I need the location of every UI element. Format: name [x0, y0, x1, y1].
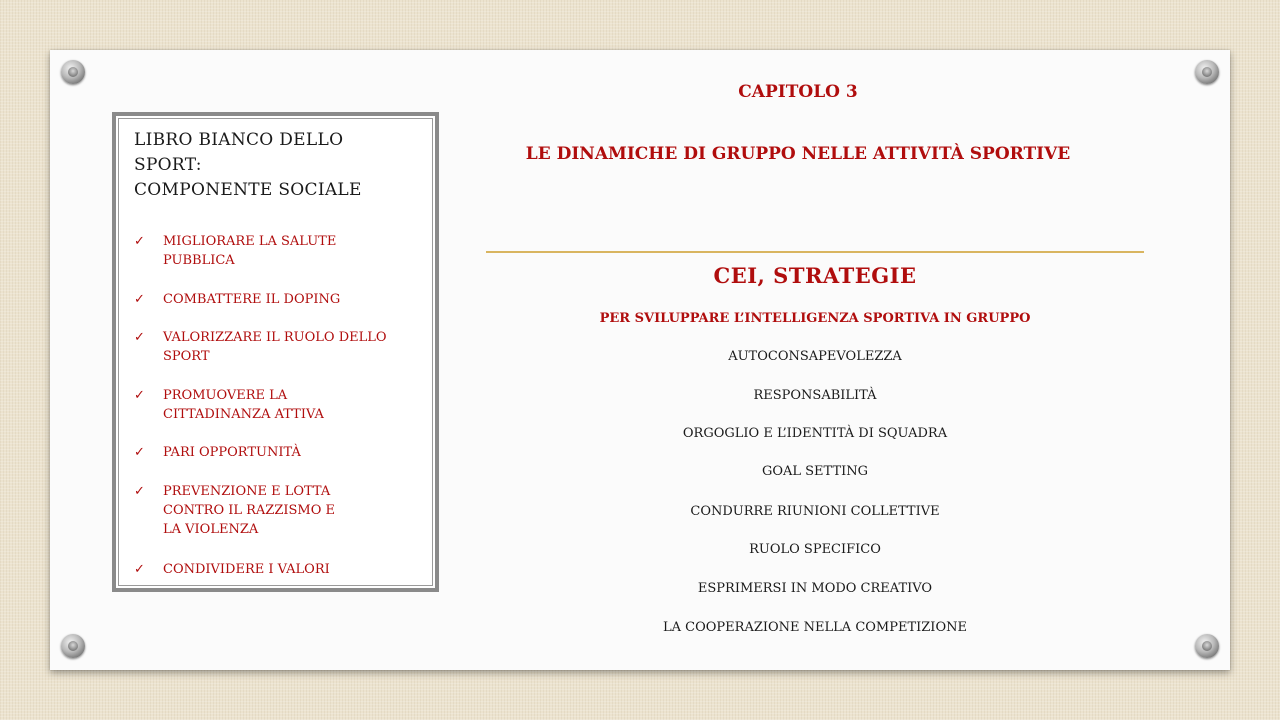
- checkmark-icon: ✓: [134, 292, 145, 307]
- list-item-line: MIGLIORARE LA SALUTE: [163, 234, 337, 249]
- screw-bottom-right-icon: [1195, 634, 1219, 658]
- strategy-item: AUTOCONSAPEVOLEZZA: [728, 349, 902, 364]
- title-line: COMPONENTE SOCIALE: [134, 180, 362, 200]
- checkmark-icon: ✓: [134, 562, 145, 577]
- chapter-title: CAPITOLO 3: [738, 82, 858, 102]
- checkmark-icon: ✓: [134, 388, 145, 403]
- checkmark-icon: ✓: [134, 484, 145, 499]
- list-item-line: PROMUOVERE LA: [163, 388, 288, 403]
- screw-top-right-icon: [1195, 60, 1219, 84]
- strategy-item: ESPRIMERSI IN MODO CREATIVO: [697, 581, 933, 596]
- list-item-line: CONTRO IL RAZZISMO E: [163, 503, 336, 518]
- title-line: SPORT:: [134, 155, 202, 175]
- list-item-line: CITTADINANZA ATTIVA: [163, 407, 324, 422]
- strategy-item: LA COOPERAZIONE NELLA COMPETIZIONE: [663, 620, 967, 635]
- list-item-line: LA VIOLENZA: [163, 522, 259, 537]
- gold-divider: [486, 251, 1144, 253]
- screw-top-left-icon: [61, 60, 85, 84]
- strategy-item: GOAL SETTING: [761, 464, 869, 479]
- list-item-line: PUBBLICA: [163, 253, 235, 268]
- list-item-line: PARI OPPORTUNITÀ: [163, 445, 301, 460]
- checkmark-icon: ✓: [134, 234, 145, 249]
- screw-bottom-left-icon: [61, 634, 85, 658]
- libro-bianco-title: [134, 128, 414, 203]
- list-item-line: VALORIZZARE IL RUOLO DELLO: [163, 330, 387, 345]
- libro-bianco-box: [112, 112, 439, 592]
- strategy-item: CONDURRE RIUNIONI COLLETTIVE: [690, 504, 940, 519]
- title-line: LIBRO BIANCO DELLO: [134, 130, 344, 150]
- strategies-title: CEI, STRATEGIE: [713, 263, 917, 288]
- chapter-subtitle: LE DINAMICHE DI GRUPPO NELLE ATTIVITÀ SPORTIVE: [525, 144, 1071, 164]
- list-item-line: SPORT: [163, 349, 210, 364]
- list-item-line: COMBATTERE IL DOPING: [163, 292, 341, 307]
- strategy-item: RUOLO SPECIFICO: [749, 542, 881, 557]
- checkmark-icon: ✓: [134, 445, 145, 460]
- checkmark-icon: ✓: [134, 330, 145, 345]
- list-item-line: PREVENZIONE E LOTTA: [163, 484, 331, 499]
- list-item-line: CONDIVIDERE I VALORI: [163, 562, 330, 577]
- strategy-item: ORGOGLIO E L’IDENTITÀ DI SQUADRA: [682, 426, 948, 441]
- strategies-subtitle: PER SVILUPPARE L’INTELLIGENZA SPORTIVA IN GRUPPO: [599, 311, 1031, 326]
- strategy-item: RESPONSABILITÀ: [753, 388, 877, 403]
